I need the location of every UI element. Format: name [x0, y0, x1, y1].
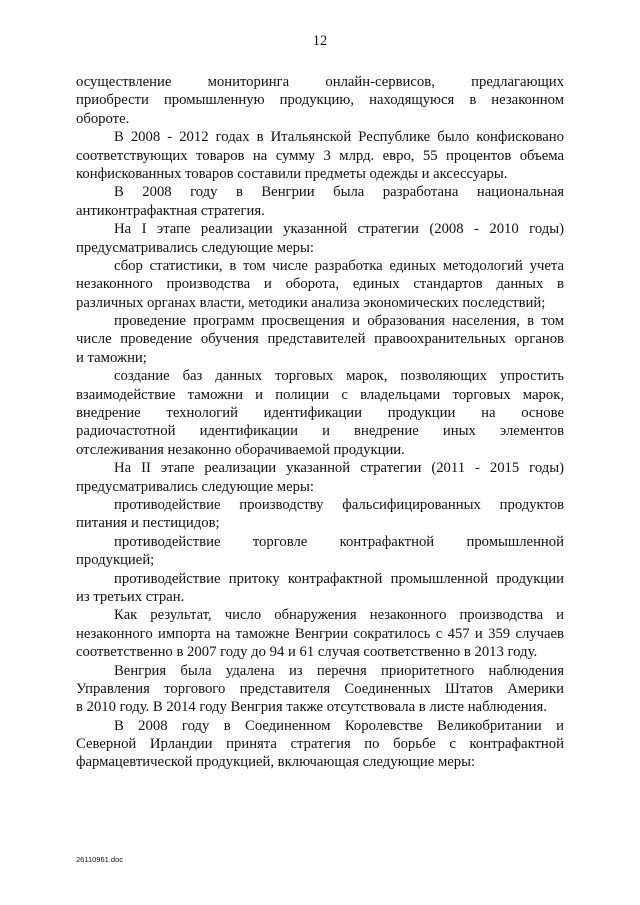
text-line: противодействие производству фальсифицированных продуктов — [114, 496, 564, 513]
text-line: незаконного импорта на таможне Венгрии сократилось с 457 и 359 случаев — [76, 625, 564, 642]
text-line: внедрение технологий идентификации продукции на основе — [76, 405, 564, 422]
text-line: осуществление мониторинга онлайн-сервисов, предлагающих — [76, 74, 564, 90]
text-line: конфискованных товаров составили предметы одежды и аксессуары. — [76, 165, 508, 182]
text-line: сбор статистики, в том числе разработка единых методологий учета — [114, 257, 564, 274]
text-line: фармацевтической продукцией, включающая следующие меры: — [76, 754, 476, 771]
text-line: В 2008 году в Венгрии была разработана национальная — [114, 184, 564, 201]
text-line: незаконного производства и оборота, единых стандартов данных в — [76, 276, 564, 293]
text-line: и таможни; — [76, 349, 147, 366]
footer-filename: 26110961.doc — [76, 855, 123, 864]
text-line: различных органах власти, методики анализа экономических последствий; — [76, 294, 546, 311]
text-line: противодействие притоку контрафактной промышленной продукции — [114, 570, 564, 587]
text-line: обороте. — [76, 110, 130, 127]
text-line: Управления торгового представителя Соединенных Штатов Америки — [76, 680, 564, 697]
text-line: В 2008 году в Соединенном Королевстве Великобритании и — [114, 717, 564, 734]
text-line: Венгрия была удалена из перечня приоритетного наблюдения — [114, 662, 564, 679]
text-line: Как результат, число обнаружения незаконного производства и — [114, 607, 564, 624]
text-line: противодействие торговле контрафактной промышленной — [114, 533, 564, 550]
document-body — [76, 73, 564, 772]
text-line: взаимодействие таможни и полиции с владельцами торговых марок, — [76, 386, 564, 403]
text-line: предусматривались следующие меры: — [76, 239, 314, 256]
text-line: антиконтрафактная стратегия. — [76, 202, 265, 219]
text-line: питания и пестицидов; — [76, 515, 220, 532]
text-line: На II этапе реализации указанной стратегии (2011 - 2015 годы) — [114, 460, 564, 477]
text-line: приобрести промышленную продукцию, находящуюся в незаконном — [76, 92, 564, 109]
text-line: В 2008 - 2012 годах в Итальянской Республике было конфисковано — [114, 129, 564, 146]
text-line: На I этапе реализации указанной стратегии (2008 - 2010 годы) — [114, 221, 564, 238]
text-line: числе проведение обучения представителей правоохранительных органов — [76, 331, 564, 348]
text-line: соответствующих товаров на сумму 3 млрд. евро, 55 процентов объема — [76, 147, 564, 164]
text-line: радиочастотной идентификации и внедрение иных элементов — [76, 423, 564, 440]
text-line: проведение программ просвещения и образования населения, в том — [114, 313, 564, 330]
text-line: продукцией; — [76, 552, 155, 569]
text-line: Северной Ирландии принята стратегия по борьбе с контрафактной — [76, 736, 564, 753]
text-line: создание баз данных торговых марок, позволяющих упростить — [114, 368, 564, 385]
text-line: из третьих стран. — [76, 588, 185, 605]
text-line: отслеживания незаконно оборачиваемой продукции. — [76, 441, 405, 458]
page-number: 12 — [312, 33, 328, 49]
text-line: соответственно в 2007 году до 94 и 61 случая соответственно в 2013 году. — [76, 644, 538, 661]
text-line: предусматривались следующие меры: — [76, 478, 314, 495]
text-line: в 2010 году. В 2014 году Венгрия также отсутствовала в листе наблюдения. — [76, 699, 547, 716]
